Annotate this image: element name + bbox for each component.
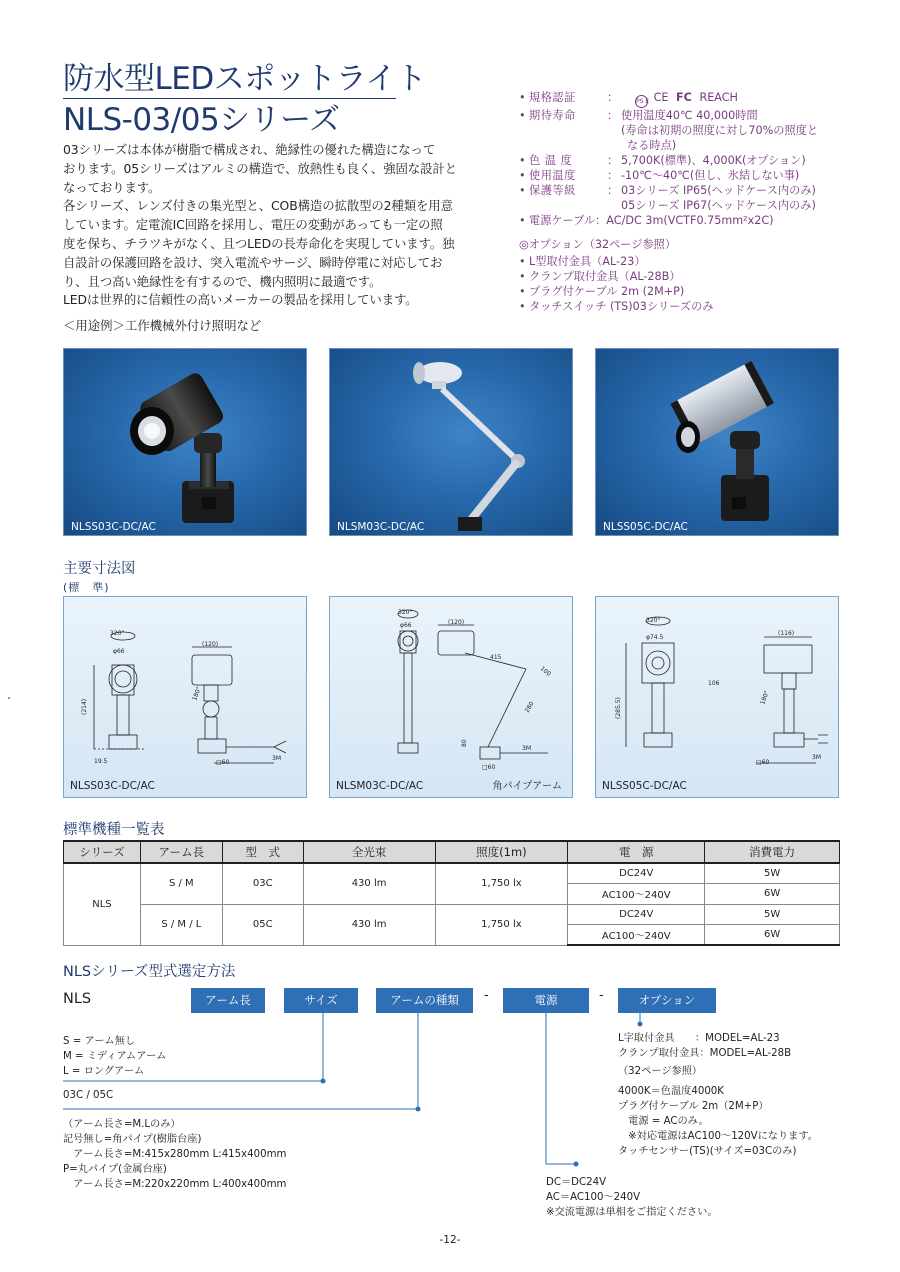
power-source-cell: AC100〜240V (568, 925, 705, 946)
lux-cell: 1,750 lx (435, 863, 568, 904)
page-title: 防水型LEDスポットライト (63, 61, 427, 97)
pipe-arm-label: 角パイプアーム (492, 781, 562, 792)
legend-line: アーム長さ=M:220x220mm L:400x400mm (63, 1179, 287, 1190)
dim-label: □60 (756, 759, 770, 766)
wattage-cell: 6W (705, 884, 840, 905)
dim-label: 180° (191, 685, 203, 702)
spec-protection-05: 05シリーズ IP67(ヘッドケース内のみ) (621, 199, 816, 212)
page-number: -12- (439, 1234, 461, 1246)
photo-caption: NLSS03C-DC/AC (71, 521, 156, 533)
arm-length-legend (63, 1034, 166, 1079)
spec-cert: • 規格認証 ： PS E CE FC REACH (519, 90, 859, 108)
dim-label: 180° (759, 689, 771, 706)
usage-example: ＜用途例＞工作機械外付け照明など (63, 318, 262, 333)
model-table-title: 標準機種一覧表 (63, 822, 165, 838)
dimension-section-title: 主要寸法図 (63, 561, 136, 577)
dim-label: 3M (812, 754, 821, 761)
intro-line: 各シリーズ、レンズ付きの集光型と、COB構造の拡散型の2種類を用意 (63, 198, 453, 214)
dim-label: 106 (708, 680, 720, 687)
dim-label: φ66 (113, 648, 125, 655)
legend-line: DC＝DC24V (546, 1177, 607, 1188)
dim-label: 320° (646, 617, 661, 624)
spec-color-temp: • 色 温 度 ： 5,700K(標準)、4,000K(オプション) (519, 154, 806, 167)
lumen-cell: 430 lm (303, 904, 435, 945)
wattage-cell: 5W (705, 863, 840, 884)
model-cell: 03C (222, 863, 303, 904)
legend-line: ※交流電源は単相をご指定ください。 (546, 1207, 718, 1218)
separator-dash: - (599, 988, 604, 1003)
selection-title: NLSシリーズ型式選定方法 (63, 964, 236, 980)
column-header: 全光束 (303, 841, 435, 863)
chip-power: 電源 (503, 988, 589, 1013)
column-header: 消費電力 (705, 841, 840, 863)
model-prefix: NLS (63, 991, 92, 1007)
drawing-caption: NLSM03C-DC/AC (336, 780, 424, 792)
dim-label: □60 (216, 759, 230, 766)
option-item: • タッチスイッチ (TS)03シリーズのみ (519, 300, 714, 313)
legend-line: L = ロングアーム (63, 1066, 145, 1077)
option-item: • クランプ取付金具（AL-28B） (519, 270, 681, 283)
model-cell: 05C (222, 904, 303, 945)
intro-line: おります。05シリーズはアルミの構造で、放熱性も良く、強固な設計と (63, 160, 457, 176)
intro-line: なっております。 (63, 179, 161, 195)
drawing-caption: NLSS03C-DC/AC (70, 780, 155, 792)
pse-mark-icon: PS E (635, 95, 648, 108)
spec-life-note: なる時点) (627, 139, 677, 152)
dim-label: 100 (538, 665, 552, 678)
dim-label: (214) (81, 698, 88, 715)
legend-line: L字取付金具 ：MODEL=AL-23 (618, 1033, 780, 1044)
spec-operating-temp: • 使用温度 ： -10℃〜40℃(但し、氷結しない事) (519, 169, 800, 182)
column-header: シリーズ (64, 841, 141, 863)
power-source-cell: DC24V (568, 863, 705, 884)
photo-caption: NLSS05C-DC/AC (603, 521, 688, 533)
arm-cell: S / M (140, 863, 222, 904)
legend-line: アーム長さ=M:415x280mm L:415x400mm (63, 1149, 287, 1160)
spec-cable: • 電源ケーブル：AC/DC 3m(VCTF0.75mm²x2C) (519, 214, 774, 227)
ce-mark: CE (653, 91, 669, 104)
dim-label: φ74.5 (646, 634, 664, 641)
legend-line: 4000K＝色温度4000K (618, 1086, 724, 1097)
spec-life-note: (寿命は初期の照度に対し70%の照度と (621, 124, 819, 137)
intro-line: り、且つ高い絶縁性を有するので、機内照明に最適です。 (63, 273, 382, 289)
dim-label: (285.5) (615, 697, 622, 719)
intro-line: 03シリーズは本体が樹脂で構成され、絶縁性の優れた構造になって (63, 142, 436, 157)
dim-label: 280 (523, 700, 536, 714)
column-header: 型 式 (222, 841, 303, 863)
chip-size: サイズ (284, 988, 358, 1013)
separator-dash: - (484, 988, 489, 1003)
page-subtitle: NLS-03/05シリーズ (63, 102, 340, 138)
chip-option: オプション (618, 988, 716, 1013)
dim-label: 3M (272, 755, 281, 762)
option-item: • L型取付金具（AL-23） (519, 255, 646, 268)
dim-label: 80 (461, 739, 468, 747)
spec-life: • 期待寿命 ： 使用温度40℃ 40,000時間 (519, 109, 758, 122)
legend-line: プラグ付ケーブル 2m（2M+P） (618, 1101, 769, 1112)
arm-type-legend (63, 1117, 286, 1192)
option-heading: ◎オプション（32ページ参照） (519, 238, 677, 251)
series-cell: NLS (64, 863, 141, 945)
chip-arm-length: アーム長 (191, 988, 265, 1013)
spec-protection: • 保護等級 ： 03シリーズ IP65(ヘッドケース内のみ) (519, 184, 816, 197)
column-header: アーム長 (140, 841, 222, 863)
intro-line: LEDは世界的に信頼性の高いメーカーの製品を採用しています。 (63, 292, 418, 308)
option-legend-extras (618, 1084, 818, 1159)
reach-mark: REACH (699, 91, 738, 104)
stray-dot (8, 697, 10, 699)
column-header: 照度(1m) (435, 841, 568, 863)
dim-label: 415 (490, 654, 502, 661)
intro-line: 度を保ち、チラツキがなく、且つLEDの長寿命化を実現しています。独 (63, 235, 455, 251)
dim-label: 3M (522, 745, 531, 752)
legend-line: P=丸パイプ(金属台座) (63, 1164, 167, 1175)
lumen-cell: 430 lm (303, 863, 435, 904)
legend-line: 記号無し=角パイプ(樹脂台座) (63, 1134, 202, 1145)
arm-cell: S / M / L (140, 904, 222, 945)
drawing-caption: NLSS05C-DC/AC (602, 780, 687, 792)
dim-label: (120) (448, 619, 465, 626)
dim-label: □60 (482, 764, 496, 771)
intro-line: しています。定電流IC回路を採用し、電圧の変動があっても一定の照 (63, 217, 443, 233)
power-source-cell: AC100〜240V (568, 884, 705, 905)
power-source-cell: DC24V (568, 904, 705, 925)
legend-line: AC＝AC100〜240V (546, 1192, 641, 1203)
column-header: 電 源 (568, 841, 705, 863)
lux-cell: 1,750 lx (435, 904, 568, 945)
photo-caption: NLSM03C-DC/AC (337, 521, 425, 533)
option-item: • プラグ付ケーブル 2m (2M+P) (519, 285, 685, 298)
dim-label: φ66 (400, 622, 412, 629)
legend-line: M = ミディアムアーム (63, 1051, 167, 1062)
dim-label: 19.5 (94, 758, 108, 765)
dim-label: (116) (778, 630, 795, 637)
legend-line: クランプ取付金具：MODEL=AL-28B (618, 1048, 792, 1059)
legend-line: タッチセンサー(TS)(サイズ=03Cのみ) (618, 1146, 797, 1157)
chip-arm-type: アームの種類 (376, 988, 473, 1013)
intro-line: 自設計の保護回路を設け、突入電流やサージ、瞬時停電に対応してお (63, 254, 443, 270)
legend-line: （32ページ参照） (618, 1066, 703, 1077)
option-legend-brackets (618, 1031, 791, 1079)
dim-label: (120) (202, 641, 219, 648)
dim-label: 320° (398, 609, 413, 616)
legend-line: 電源 = ACのみ。 (618, 1116, 709, 1127)
wattage-cell: 6W (705, 925, 840, 946)
legend-line: （アーム長さ=M.Lのみ） (63, 1119, 181, 1130)
fc-mark: FC (676, 91, 692, 104)
legend-line: ※対応電源はAC100〜120Vになります。 (618, 1131, 818, 1142)
wattage-cell: 5W (705, 904, 840, 925)
dim-label: 320° (110, 630, 125, 637)
power-legend (546, 1175, 718, 1220)
legend-line: S = アーム無し (63, 1036, 136, 1047)
size-legend: 03C / 05C (63, 1090, 114, 1101)
standard-note: (標 準) (63, 581, 110, 594)
